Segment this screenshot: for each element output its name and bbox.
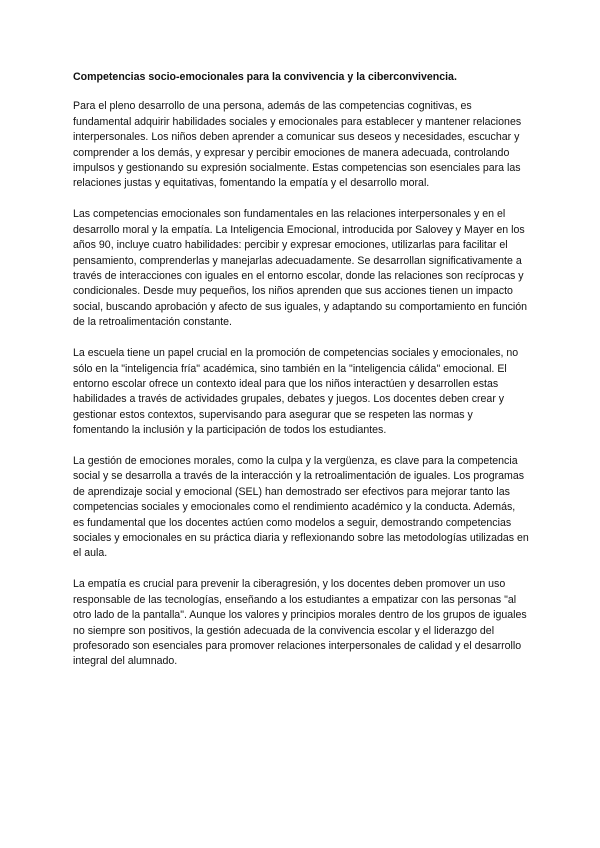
document-title: Competencias socio-emocionales para la convivencia y la ciberconvivencia. <box>73 71 457 83</box>
paragraph-4: La gestión de emociones morales, como la culpa y la vergüenza, es clave para la competencia social y se desarrolla a través de la interacción y la retroalimentación de iguales. Los programas de aprendizaje social y emocional (SEL) han demostrado ser efectivos para mejorar tanto las competencias sociales y emocionales como el rendimiento académico y la conducta. Además, es fundamental que los docentes actúen como modelos a seguir, demostrando competencias sociales y emocionales en su práctica diaria y reflexionando sobre las metodologías utilizadas en el aula. <box>73 455 529 560</box>
paragraph-3: La escuela tiene un papel crucial en la promoción de competencias sociales y emocionales, no sólo en la "inteligencia fría" académica, sino también en la "inteligencia cálida" emocional. El entorno escolar ofrece un contexto ideal para que los niños interactúen y desarrollen estas habilidades a través de actividades grupales, debates y juegos. Los docentes deben crear y gestionar estos contextos, supervisando para asegurar que se respeten las normas y fomentando la inclusión y la participación de todos los estudiantes. <box>73 347 519 437</box>
paragraph-5: La empatía es crucial para prevenir la ciberagresión, y los docentes deben promover un uso responsable de las tecnologías, enseñando a los estudiantes a empatizar con las personas "al otro lado de la pantalla". Aunque los valores y principios morales dentro de los grupos de iguales no siempre son positivos, la gestión adecuada de la convivencia escolar y el liderazgo del profesorado son esenciales para promover relaciones interpersonales de calidad y el desarrollo integral del alumnado. <box>73 578 527 668</box>
paragraph-1: Para el pleno desarrollo de una persona, además de las competencias cognitivas, es fundamental adquirir habilidades sociales y emocionales para establecer y mantener relaciones interpersonales. Los niños deben aprender a comunicar sus deseos y necesidades, escuchar y comprender a los demás, y expresar y percibir emociones de manera adecuada, controlando impulsos y gestionando su expresión socialmente. Estas competencias son esenciales para las relaciones justas y equitativas, fomentando la empatía y el desarrollo moral. <box>73 100 522 190</box>
paragraph-2: Las competencias emocionales son fundamentales en las relaciones interpersonales y en el desarrollo moral y la empatía. La Inteligencia Emocional, introducida por Salovey y Mayer en los años 90, incluye cuatro habilidades: percibir y expresar emociones, utilizarlas para facilitar el pensamiento, comprenderlas y manejarlas adecuadamente. Se desarrollan significativamente a través de interacciones con iguales en el entorno escolar, donde las relaciones son recíprocas y condicionales. Desde muy pequeños, los niños aprenden que sus acciones tienen un impacto social, buscando aprobación y afecto de sus iguales, y adaptando su comportamiento en función de la retroalimentación constante. <box>73 208 528 329</box>
document-body <box>73 70 529 685</box>
